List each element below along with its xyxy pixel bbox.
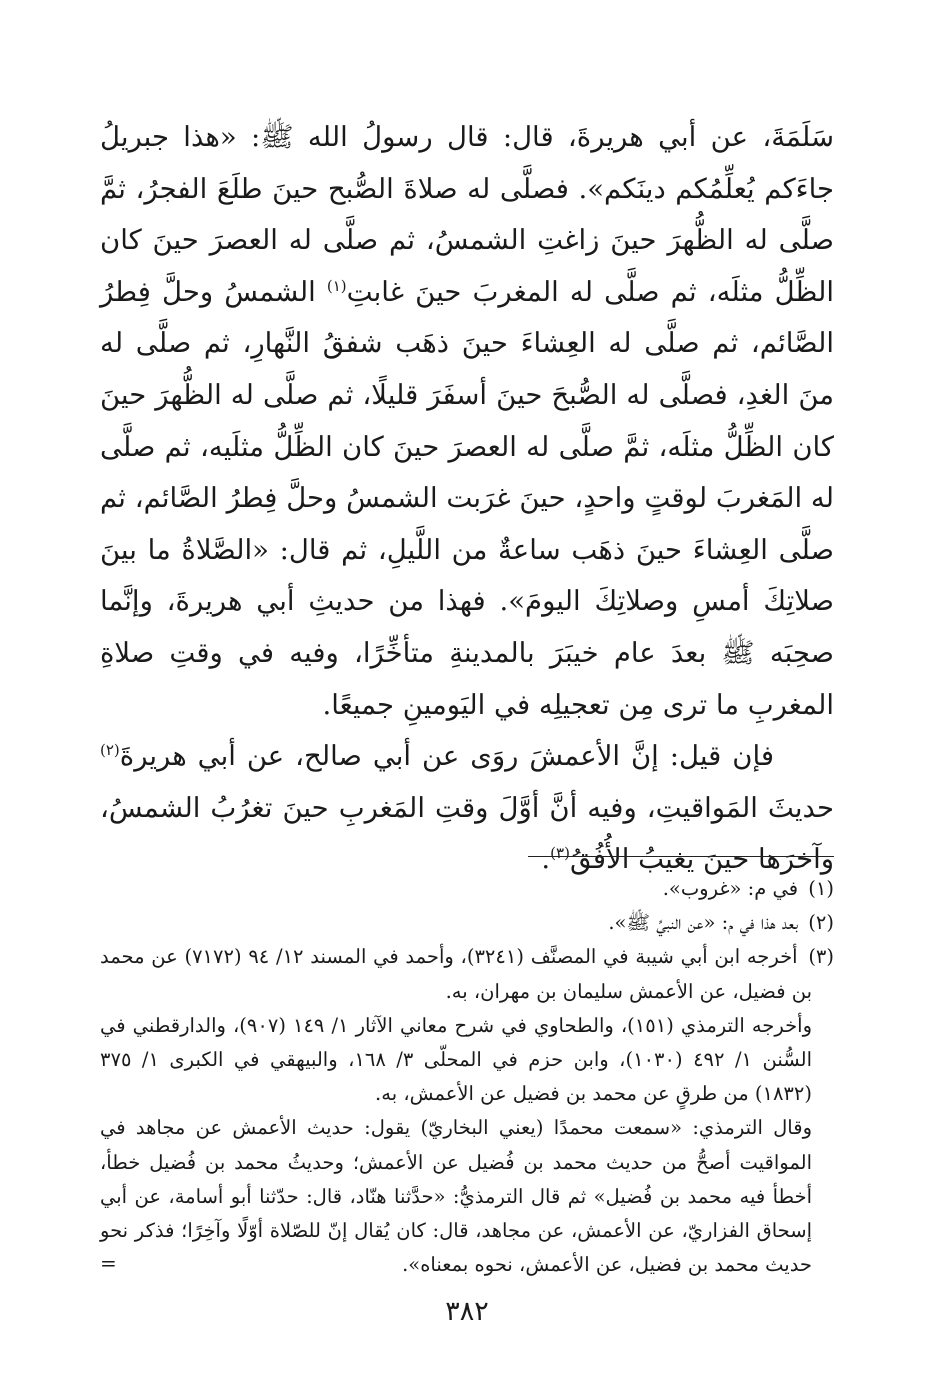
book-page bbox=[100, 112, 834, 1377]
footnote-1-number: (١) bbox=[808, 877, 834, 900]
main-text bbox=[100, 112, 834, 886]
footnote-3-text: أخرجه ابن أبي شيبة في المصنَّف (٣٢٤١)، وأحمد في المسند ١٢/ ٩٤ (٧١٧٢) عن محمد بن فضيل، عن الأعمش سليمان بن مهران، به. bbox=[100, 945, 812, 1003]
main-paragraph-1-rest: الشمسُ وحلَّ فِطرُ الصَّائم، ثم صلَّى له العِشاءَ حينَ ذهَب شفقُ النَّهارِ، ثم صلَّى له منَ الغدِ، فصلَّى له الصُّبحَ حينَ أسفَرَ قليلًا، ثم صلَّى له الظُّهرَ حينَ كان الظِّلُّ مثلَه، ثمَّ صلَّى له العصرَ حينَ كان الظِّلُّ مثلَيه، ثم صلَّى له المَغربَ لوقتٍ واحدٍ، حينَ غرَبت الشمسُ وحلَّ فِطرُ الصَّائم، ثم صلَّى العِشاءَ حينَ ذهَب ساعةٌ من اللَّيلِ، ثم قال: «الصَّلاةُ ما بينَ صلاتِكَ أمسِ وصلاتِكَ اليومَ». فهذا من حديثِ أبي هريرةَ، وإنَّما صحِبَه ﷺ بعدَ عام خيبَرَ بالمدينةِ متأخِّرًا، وفيه في وقتِ صلاةِ المغربِ ما ترى مِن تعجيلِه في اليَومينِ جميعًا. bbox=[100, 275, 834, 721]
footnotes bbox=[100, 872, 834, 1282]
footnote-divider bbox=[528, 856, 834, 857]
main-paragraph-2-end: . bbox=[541, 843, 551, 876]
footnote-3-number: (٣) bbox=[808, 945, 835, 969]
footnote-3-paragraph-3: وقال الترمذي: «سمعت محمدًا (يعني البخاريّ) يقول: حديث الأعمش عن مجاهد في المواقيت أصحُّ من حديث محمد بن فُضيل عن الأعمش؛ وحديثُ محمد بن فُضيل خطأ، أخطأ فيه محمد بن فُضيل» ثم قال الترمذيُّ: «حدَّثنا هنّاد، قال: حدّثنا أبو أسامة، عن أبي إسحاق الفزاريّ، عن الأعمش، عن مجاهد، قال: كان يُقال إنّ للصّلاة أوّلًا وآخِرًا؛ فذكر نحو حديث محمد بن فضيل، عن الأعمش، نحوه بمعناه». bbox=[100, 1116, 812, 1277]
footnote-1-text: في م: «غروب». bbox=[662, 877, 799, 900]
main-paragraph-2-start: فإن قيل: إنَّ الأعمشَ روَى عن أبي صالح، عن أبي هريرةَ bbox=[119, 740, 774, 773]
footnote-2-text: بعد هذا في م: «عن النبيِّ ﷺ». bbox=[608, 911, 799, 935]
continuation-mark: = bbox=[100, 1251, 117, 1276]
footnote-3 bbox=[100, 940, 834, 1008]
main-paragraph-1 bbox=[100, 112, 834, 731]
footnote-ref-2[interactable]: (٢) bbox=[100, 740, 120, 759]
main-paragraph-2 bbox=[100, 731, 834, 886]
footnote-2-number: (٢) bbox=[808, 911, 834, 935]
main-paragraph-1-start: سَلَمَةَ، عن أبي هريرةَ، قال: قال رسولُ الله ﷺ: «هذا جبريلُ جاءَكم يُعلِّمُكم دينَكم». فصلَّى له صلاةَ الصُّبح حينَ طلَعَ الفجرُ، ثمَّ صلَّى له الظُّهرَ حينَ زاغتِ الشمسُ، ثم صلَّى له العصرَ حينَ كان الظِّلُّ مثلَه، ثم صلَّى له المغربَ حينَ غابتِ bbox=[100, 121, 834, 308]
footnote-ref-1[interactable]: (١) bbox=[326, 276, 347, 295]
page-number: ٣٨٢ bbox=[445, 1296, 489, 1327]
footnote-2 bbox=[100, 906, 834, 940]
footnote-ref-3[interactable]: (٣) bbox=[550, 844, 570, 863]
footnote-3-paragraph-3-wrap bbox=[100, 1111, 834, 1282]
footnote-3-paragraph-2: وأخرجه الترمذي (١٥١)، والطحاوي في شرح معاني الآثار ١/ ١٤٩ (٩٠٧)، والدارقطني في السُّنن ١/ ٤٩٢ (١٠٣٠)، وابن حزم في المحلّى ٣/ ١٦٨، والبيهقي في الكبرى ١/ ٣٧٥ (١٨٣٢) من طرقٍ عن محمد بن فضيل عن الأعمش، به. bbox=[100, 1013, 812, 1106]
main-paragraph-2-mid: حديثَ المَواقيتِ، وفيه أنَّ أوَّلَ وقتِ المَغربِ حينَ تغرُبُ الشمسُ، وآخرَها حينَ يغيبُ الأُفُقُ bbox=[100, 791, 834, 876]
footnote-1 bbox=[100, 872, 834, 906]
